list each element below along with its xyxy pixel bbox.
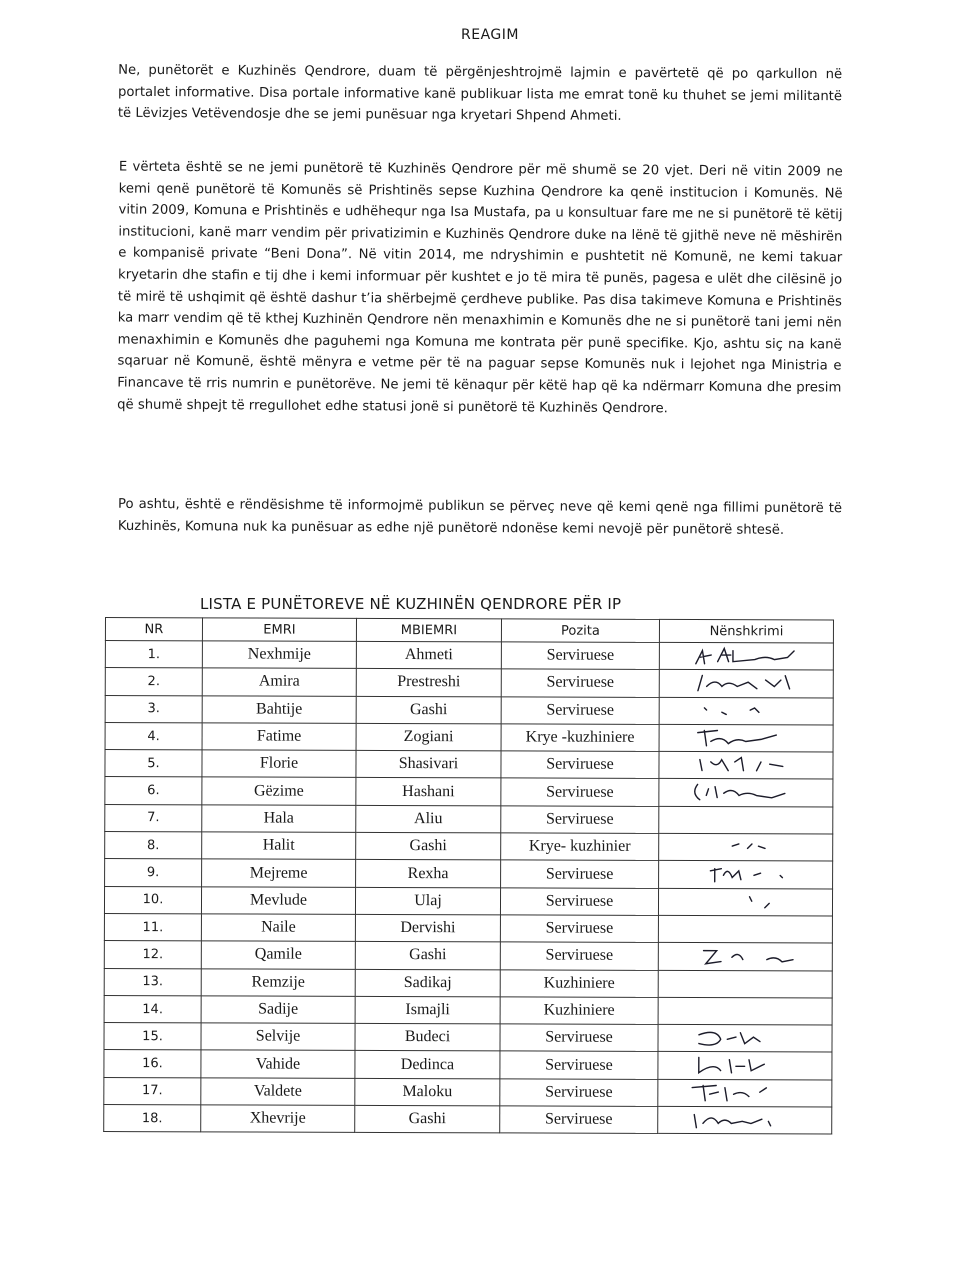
signature-cell	[659, 642, 833, 670]
first-name-cell: Naile	[201, 914, 355, 942]
first-name-cell: Remzije	[201, 968, 355, 996]
table-row	[105, 722, 833, 752]
first-name-cell: Fatime	[202, 723, 356, 751]
last-name-cell: Sadikaj	[355, 969, 500, 997]
table-row	[104, 968, 832, 998]
handwritten-signature	[663, 862, 823, 887]
table-row	[105, 859, 833, 889]
last-name-cell: Dedinca	[355, 1051, 500, 1079]
document-title: REAGIM	[461, 27, 519, 43]
first-name-cell: Selvije	[201, 1023, 355, 1051]
nr-cell: 15.	[104, 1023, 201, 1051]
last-name-cell: Gashi	[356, 832, 501, 860]
signature-stroke	[692, 1085, 766, 1101]
table-row	[104, 1105, 832, 1135]
last-name-cell: Prestreshi	[356, 669, 501, 697]
position-cell: Kuzhiniere	[500, 997, 658, 1025]
signature-stroke	[704, 951, 793, 964]
position-cell: Kuzhiniere	[500, 969, 658, 997]
last-name-cell: Ahmeti	[356, 641, 501, 669]
table-header-row	[105, 618, 833, 644]
first-name-cell: Gëzime	[202, 777, 356, 805]
signature-cell	[658, 1025, 832, 1053]
nr-cell: 3.	[105, 695, 202, 723]
table-row	[105, 668, 833, 698]
last-name-cell: Gashi	[356, 696, 501, 724]
nr-cell: 16.	[104, 1050, 201, 1078]
first-name-cell: Xhevrije	[201, 1105, 355, 1133]
position-cell: Serviruese	[500, 942, 658, 970]
position-cell: Serviruese	[501, 778, 659, 806]
table-row	[105, 804, 833, 834]
nr-cell: 8.	[105, 832, 202, 860]
signature-cell	[658, 970, 832, 998]
last-name-cell: Aliu	[356, 805, 501, 833]
paragraph-2: E vërteta është se ne jemi punëtorë të Kuzhinës Qendrore për më shumë se 20 vjet. Deri në vitin 2009 ne kemi qenë punëtorë të Komunës së Prishtinës sepse Kuzhina Qendrore ka qenë institucion i Komunës. Në vitin 2009, Komuna e Prishtinës e udhëhequr nga Isa Mustafa, pa u konsultuar fare me ne si punëtorë të këtij institucioni, kanë marr vendim për privatizimin e Kuzhinës Qendrore duke na lënë të gjithë neve në mëshirën e kompanisë private “Beni Dona”. Në vitin 2014, me ndryshimin e pushtetit në Komunë, ne kemi takuar kryetarin dhe stafin e tij dhe i kemi informuar për kushtet e jo të mira të punës, pagesa e ulët dhe cilësinë jo të mirë të ushqimit që është dashur t’ia shërbejmë çerdheve publike. Pas disa takimeve Komuna e Prishtinës ka marr vendim që të kthej Kuzhinën Qendrore nën menaxhimin e Komunës dhe ne si punëtorë tani jemi nën menaxhimin e Komunës dhe paguhemi nga Komuna me kontrata për punë specifike. Kjo, ashtu siç na kanë sqaruar në Komunë, është mënyra e vetme për të na paguar sepse Komunës nuk i lejohet nga Ministria e Financave të rris numrin e punëtorëve. Ne jemi të kënaqur për këtë hap që ka ndërmarr Komuna dhe presim që shumë shpejt të rregullohet edhe statusi jonë si punëtorë të Kuzhinës Qendrore.	[117, 159, 843, 416]
first-name-cell: Halit	[202, 832, 356, 860]
signature-cell	[659, 779, 833, 807]
first-name-cell: Mejreme	[202, 859, 356, 887]
table-row	[104, 1023, 832, 1053]
nr-cell: 2.	[105, 668, 202, 696]
signature-stroke	[698, 676, 790, 692]
nr-cell: 5.	[105, 750, 202, 778]
signature-cell	[659, 670, 833, 698]
signature-stroke	[698, 730, 777, 746]
signature-stroke	[700, 758, 783, 771]
col-header-mbiemri: MBIEMRI	[356, 618, 501, 642]
signature-stroke	[732, 844, 765, 848]
signature-stroke	[704, 707, 759, 714]
table-row	[104, 913, 832, 943]
position-cell: Serviruese	[500, 1079, 658, 1107]
signature-cell	[658, 1052, 832, 1080]
signature-cell	[658, 1079, 832, 1107]
signature-cell	[659, 724, 833, 752]
table-row	[105, 832, 833, 862]
first-name-cell: Hala	[202, 805, 356, 833]
handwritten-signature	[664, 726, 824, 751]
handwritten-signature	[663, 753, 823, 778]
last-name-cell: Gashi	[355, 1105, 500, 1133]
last-name-cell: Budeci	[355, 1024, 500, 1052]
position-cell: Serviruese	[500, 1106, 658, 1134]
first-name-cell: Nexhmije	[202, 641, 356, 669]
table-row	[104, 995, 832, 1025]
position-cell: Krye- kuzhinier	[501, 833, 659, 861]
first-name-cell: Vahide	[201, 1050, 355, 1078]
position-cell: Serviruese	[501, 751, 659, 779]
workers-table-wrap	[103, 617, 834, 1135]
last-name-cell: Gashi	[355, 942, 500, 970]
first-name-cell: Florie	[202, 750, 356, 778]
last-name-cell: Maloku	[355, 1078, 500, 1106]
position-cell: Serviruese	[500, 915, 658, 943]
position-cell: Serviruese	[501, 696, 659, 724]
last-name-cell: Ismajli	[355, 996, 500, 1024]
nr-cell: 10.	[104, 886, 201, 914]
paragraph-3: Po ashtu, është e rëndësishme të informojmë publikun se përveç neve që kemi qenë nga fillimi punëtorë të Kuzhinës, Komuna nuk ka punësuar as edhe një punëtorë ndonëse kemi nevojë për punëtorë shtesë.	[117, 496, 843, 538]
signature-stroke	[695, 785, 785, 801]
table-row	[104, 1050, 832, 1080]
handwritten-signature	[663, 944, 823, 969]
last-name-cell: Rexha	[356, 860, 501, 888]
last-name-cell: Dervishi	[355, 914, 500, 942]
nr-cell: 1.	[105, 641, 202, 669]
handwritten-signature	[662, 1081, 822, 1106]
signature-stroke	[750, 896, 770, 907]
nr-cell: 11.	[104, 913, 201, 941]
handwritten-signature	[663, 835, 823, 860]
handwritten-signature	[662, 1108, 822, 1133]
last-name-cell: Shasivari	[356, 751, 501, 779]
first-name-cell: Qamile	[201, 941, 355, 969]
col-header-nenshkrimi: Nënshkrimi	[659, 619, 833, 643]
signature-cell	[658, 997, 832, 1025]
table-row	[105, 750, 833, 780]
col-header-pozita: Pozita	[501, 619, 659, 643]
position-cell: Serviruese	[501, 806, 659, 834]
nr-cell: 14.	[104, 995, 201, 1023]
position-cell: Krye -kuzhiniere	[501, 724, 659, 752]
last-name-cell: Zogiani	[356, 723, 501, 751]
nr-cell: 12.	[104, 941, 201, 969]
table-row	[104, 1077, 832, 1107]
list-title: LISTA E PUNËTOREVE NË KUZHINËN QENDRORE PËR IP	[200, 595, 622, 613]
last-name-cell: Hashani	[356, 778, 501, 806]
col-header-emri: EMRI	[202, 618, 356, 642]
position-cell: Serviruese	[501, 860, 659, 888]
nr-cell: 13.	[104, 968, 201, 996]
table-row	[104, 886, 832, 916]
signature-stroke	[696, 648, 794, 664]
signature-stroke	[710, 869, 782, 882]
signature-cell	[658, 888, 832, 916]
nr-cell: 9.	[105, 859, 202, 887]
position-cell: Serviruese	[501, 669, 659, 697]
table-row	[105, 777, 833, 807]
signature-stroke	[694, 1115, 770, 1128]
signature-stroke	[699, 1033, 760, 1046]
position-cell: Serviruese	[500, 1024, 658, 1052]
signature-cell	[659, 834, 833, 862]
signature-stroke	[699, 1058, 765, 1074]
handwritten-signature	[663, 780, 823, 805]
table-row	[105, 641, 833, 671]
table-row	[104, 941, 832, 971]
position-cell: Serviruese	[500, 1051, 658, 1079]
signature-cell	[659, 752, 833, 780]
nr-cell: 17.	[104, 1077, 201, 1105]
handwritten-signature	[663, 890, 823, 915]
handwritten-signature	[664, 644, 824, 669]
handwritten-signature	[662, 1026, 822, 1051]
first-name-cell: Sadije	[201, 996, 355, 1024]
handwritten-signature	[664, 699, 824, 724]
table-row	[105, 695, 833, 725]
col-header-nr: NR	[105, 618, 202, 641]
paragraph-1: Ne, punëtorët e Kuzhinës Qendrore, duam të përgënjeshtrojmë lajmin e pavërtetë që po qarkullon në portalet informative. Disa portale informative kanë publikuar lista me emrat tonë ku thuhet se jemi militantë të Lëvizjes Vetëvendosje dhe se jemi punësuar nga kryetari Shpend Ahmeti.	[117, 62, 843, 125]
signature-cell	[658, 1106, 832, 1134]
signature-cell	[659, 697, 833, 725]
first-name-cell: Bahtije	[202, 695, 356, 723]
position-cell: Serviruese	[500, 888, 658, 916]
signature-cell	[659, 861, 833, 889]
signature-cell	[658, 915, 832, 943]
nr-cell: 6.	[105, 777, 202, 805]
workers-table	[103, 617, 834, 1135]
handwritten-signature	[662, 1053, 822, 1078]
signature-cell	[658, 943, 832, 971]
table-body	[104, 641, 834, 1135]
first-name-cell: Amira	[202, 668, 356, 696]
nr-cell: 7.	[105, 804, 202, 832]
position-cell: Serviruese	[501, 642, 659, 670]
handwritten-signature	[664, 671, 824, 696]
first-name-cell: Valdete	[201, 1078, 355, 1106]
signature-cell	[659, 806, 833, 834]
last-name-cell: Ulaj	[355, 887, 500, 915]
nr-cell: 18.	[104, 1105, 201, 1133]
nr-cell: 4.	[105, 722, 202, 750]
first-name-cell: Mevlude	[201, 887, 355, 915]
